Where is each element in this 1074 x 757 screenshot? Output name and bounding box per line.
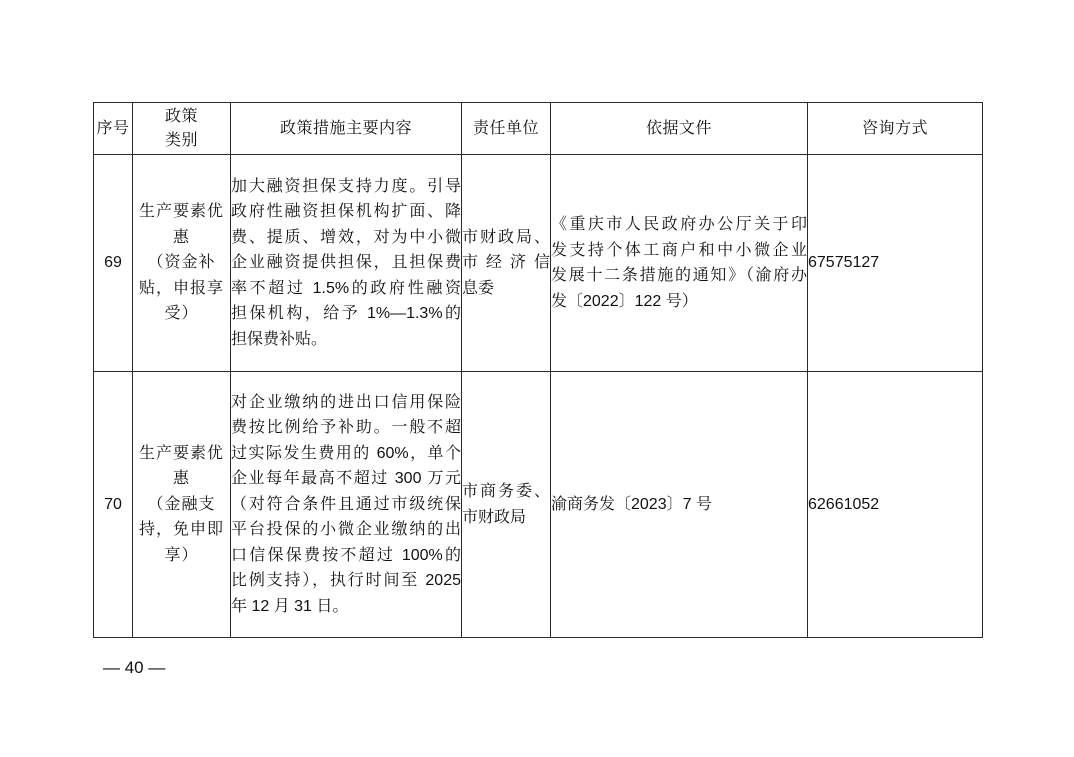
header-category	[133, 103, 231, 155]
content-line: 率不超过 1.5%的政府性融资	[231, 279, 461, 297]
table-row	[94, 372, 983, 638]
basis-line: 渝商务发〔2023〕7 号	[551, 495, 712, 513]
row-contact: 62661052	[808, 372, 983, 638]
content-line: 企业每年最高不超过 300 万元	[231, 470, 461, 488]
content-line: 担保机构，给予 1%—1.3%的	[231, 305, 461, 323]
header-content: 政策措施主要内容	[231, 103, 462, 155]
basis-line: 发支持个体工商户和中小微企业	[551, 241, 807, 259]
header-category-line: 类别	[164, 131, 198, 149]
header-unit: 责任单位	[462, 103, 551, 155]
unit-line: 市财政局、	[462, 228, 550, 246]
row-category	[133, 372, 231, 638]
header-basis: 依据文件	[551, 103, 808, 155]
unit-line: 市经济信	[462, 254, 550, 272]
row-basis	[551, 372, 808, 638]
page-number: — 40 —	[103, 658, 166, 677]
row-content	[231, 372, 462, 638]
row-basis	[551, 155, 808, 372]
table-row	[94, 155, 983, 372]
content-line: 加大融资担保支持力度。引导	[231, 177, 461, 195]
unit-line: 息委	[462, 279, 495, 297]
category-line: 受）	[164, 305, 199, 323]
row-contact: 67575127	[808, 155, 983, 372]
category-line: 持，免申即	[138, 521, 224, 539]
content-line: 担保费补贴。	[231, 330, 328, 348]
category-line: 享）	[164, 546, 199, 564]
category-line: 惠	[172, 228, 190, 246]
unit-line: 市商务委、	[462, 483, 550, 500]
policy-table	[93, 102, 983, 638]
row-unit	[462, 372, 551, 638]
unit-line: 市财政局	[462, 508, 527, 526]
row-unit	[462, 155, 551, 372]
header-contact: 咨询方式	[808, 103, 983, 155]
category-line: 生产要素优	[138, 444, 224, 462]
content-line: （对符合条件且通过市级统保	[231, 495, 461, 513]
table-header-row	[94, 103, 983, 155]
row-content	[231, 155, 462, 372]
content-line: 年 12 月 31 日。	[231, 597, 349, 615]
row-category	[133, 155, 231, 372]
row-seq: 70	[94, 372, 133, 638]
category-line: 贴，申报享	[138, 279, 224, 297]
content-line: 对企业缴纳的进出口信用保险	[231, 393, 461, 411]
content-line: 费、提质、增效，对为中小微	[231, 228, 461, 246]
row-seq: 69	[94, 155, 133, 372]
content-line: 过实际发生费用的 60%，单个	[231, 444, 461, 462]
content-line: 比例支持），执行时间至 2025	[231, 572, 461, 590]
header-seq: 序号	[94, 103, 133, 155]
basis-line: 发〔2022〕122 号）	[551, 292, 698, 310]
basis-line: 发展十二条措施的通知》（渝府办	[551, 267, 807, 284]
content-line: 费按比例给予补助。一般不超	[231, 419, 461, 437]
category-line: （资金补	[147, 254, 216, 272]
content-line: 平台投保的小微企业缴纳的出	[231, 521, 461, 539]
category-line: （金融支	[147, 495, 216, 513]
category-line: 生产要素优	[138, 203, 224, 221]
category-line: 惠	[172, 470, 190, 488]
basis-line: 《重庆市人民政府办公厅关于印	[551, 216, 807, 233]
content-line: 口信保保费按不超过 100%的	[231, 546, 461, 564]
header-category-line: 政策	[164, 107, 198, 125]
content-line: 政府性融资担保机构扩面、降	[231, 203, 461, 221]
content-line: 企业融资提供担保，且担保费	[231, 254, 461, 272]
